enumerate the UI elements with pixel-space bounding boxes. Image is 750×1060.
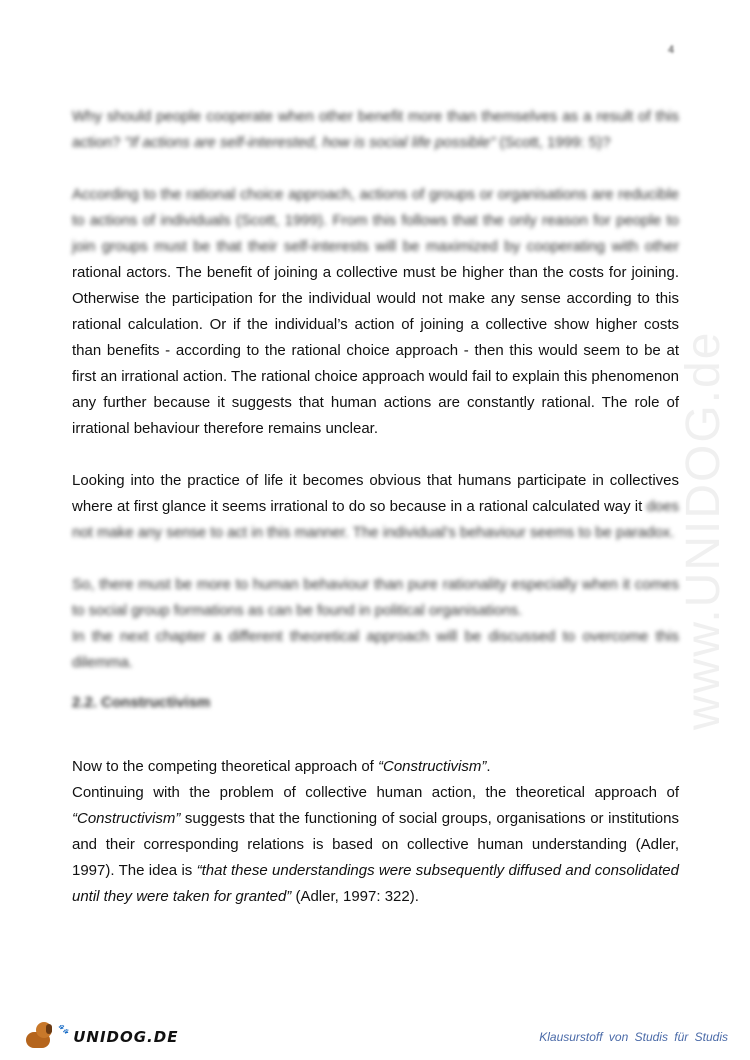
paragraph-1: Why should people cooperate when other benefit more than themselves as a result of this action? "If actions are self-interested, how is social life possible" (Scott, 1999: 5)? bbox=[72, 108, 679, 151]
watermark: www.UNIDOG.de bbox=[677, 330, 730, 730]
paragraph-2-clear: rational actors. The benefit of joining a collective must be higher than the costs for joining. Otherwise the participation for the individual would not make any sense according to this rational calculation. Or if the individual’s action of joining a collective show higher costs than benefits - according to the rational choice approach - then this would seem to be at first an irrational action. The rational choice approach would fail to explain this phenomenon any further because it suggests that human actions are constantly rational. The role of irrational behaviour therefore remains unclear. bbox=[72, 264, 679, 437]
intro-text: Now to the competing theoretical approach of bbox=[72, 758, 379, 775]
constructivism-paragraph bbox=[72, 780, 679, 910]
paw-icon: 🐾 bbox=[58, 1023, 70, 1034]
paragraph-3 bbox=[72, 468, 679, 546]
dog-mascot-icon bbox=[22, 1022, 56, 1052]
paragraph-2 bbox=[72, 182, 679, 442]
paragraph-3-blurred: does not make any sense to act in this manner. The individual’s behaviour seems to be paradox. bbox=[72, 498, 679, 541]
cons-citation: (Adler, 1997: 322). bbox=[291, 888, 419, 905]
constructivism-intro bbox=[72, 754, 679, 780]
cons-quote: “that these understandings were subsequently diffused and consolidated until they were taken for granted” bbox=[72, 862, 679, 905]
brand-name: UNIDOG.DE bbox=[73, 1028, 179, 1046]
cons-text-a: Continuing with the problem of collective human action, the theoretical approach of bbox=[72, 784, 679, 801]
paragraph-4: So, there must be more to human behaviour than pure rationality especially when it comes to social group formations as can be found in political organisations. bbox=[72, 576, 679, 619]
document-body bbox=[72, 104, 679, 910]
intro-suffix: . bbox=[486, 758, 491, 775]
intro-term: “Constructivism” bbox=[378, 758, 487, 775]
footer-tagline: Klausurstoff von Studis für Studis bbox=[539, 1030, 728, 1044]
footer-logo bbox=[22, 1022, 178, 1052]
cons-term: “Constructivism” bbox=[72, 810, 181, 827]
paragraph-3-clear: Looking into the practice of life it becomes obvious that humans participate in collectives where at first glance it seems irrational to do so because in a rational calculated way it bbox=[72, 472, 679, 515]
paragraph-2-blurred: According to the rational choice approach, actions of groups or organisations are reducible to actions of individuals (Scott, 1999). From this follows that the only reason for people to join groups must be that their self-interests will be maximized by cooperating with other bbox=[72, 186, 679, 255]
section-heading: 2.2. Constructivism bbox=[72, 694, 211, 711]
paragraph-5: In the next chapter a different theoretical approach will be discussed to overcome this dilemma. bbox=[72, 628, 679, 671]
page-number: 4 bbox=[668, 44, 675, 56]
cons-text-b: suggests that the functioning of social groups, organisations or institutions and their corresponding relations is based on collective human understanding (Adler, 1997). The idea is bbox=[72, 810, 679, 879]
